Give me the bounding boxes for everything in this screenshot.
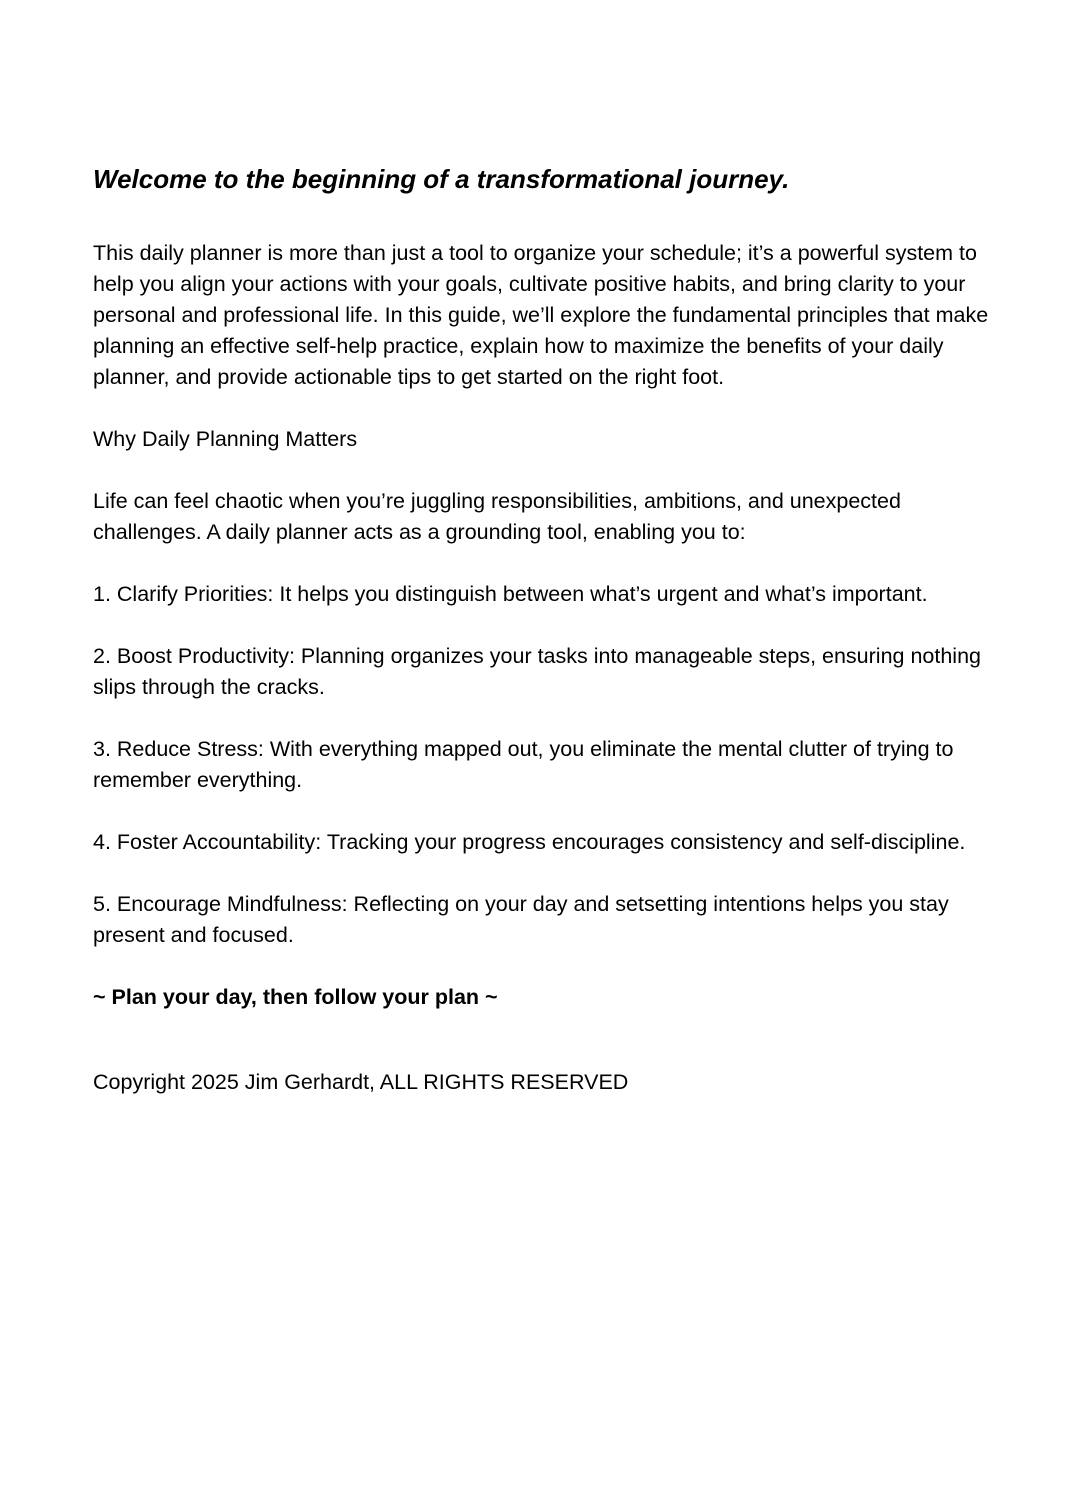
benefit-item-boost-productivity: 2. Boost Productivity: Planning organizes your tasks into manageable steps, ensuring nothing slips through the cracks. — [93, 644, 981, 699]
page-title: Welcome to the beginning of a transformational journey. — [93, 164, 790, 194]
benefit-item-clarify-priorities: 1. Clarify Priorities: It helps you distinguish between what’s urgent and what’s important. — [93, 582, 928, 606]
section-heading: Why Daily Planning Matters — [93, 427, 358, 451]
document-page — [93, 162, 1013, 1098]
benefit-item-encourage-mindfulness: 5. Encourage Mindfulness: Reflecting on your day and setsetting intentions helps you stay present and focused. — [93, 892, 949, 947]
intro-paragraph: This daily planner is more than just a tool to organize your schedule; it’s a powerful system to help you align your actions with your goals, cultivate positive habits, and bring clarity to your personal and professional life. In this guide, we’ll explore the fundamental principles that make planning an effective self-help practice, explain how to maximize the benefits of your daily planner, and provide actionable tips to get started on the right foot. — [93, 241, 989, 389]
benefit-item-reduce-stress: 3. Reduce Stress: With everything mapped out, you eliminate the mental clutter of trying to remember everything. — [93, 737, 954, 792]
section-intro-paragraph: Life can feel chaotic when you’re juggling responsibilities, ambitions, and unexpected challenges. A daily planner acts as a grounding tool, enabling you to: — [93, 489, 901, 544]
copyright-notice: Copyright 2025 Jim Gerhardt, ALL RIGHTS RESERVED — [93, 1070, 629, 1094]
tagline: ~ Plan your day, then follow your plan ~ — [93, 985, 498, 1009]
benefit-item-foster-accountability: 4. Foster Accountability: Tracking your progress encourages consistency and self-discipline. — [93, 830, 966, 854]
benefits-list — [93, 579, 1013, 951]
